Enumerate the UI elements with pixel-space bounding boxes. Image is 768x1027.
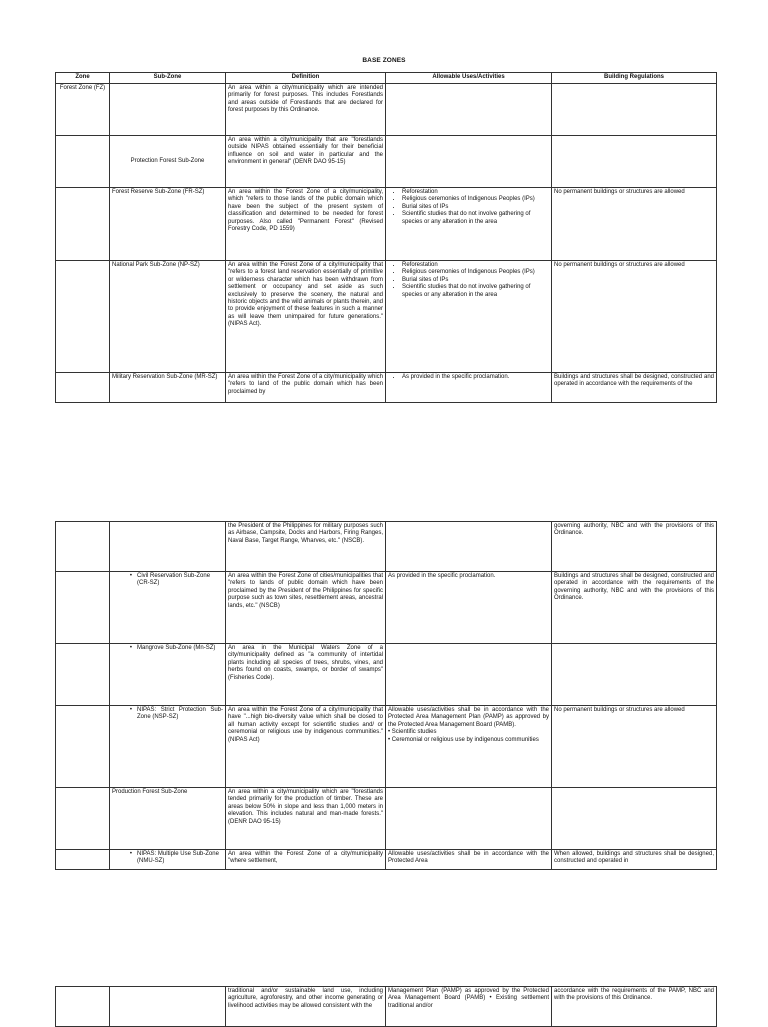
page-title: BASE ZONES [362, 57, 406, 64]
definition-cell: An area within the Forest Zone of a city/municipality, which "refers to those lands of the public domain which have been the subject of the present system of classification and determined to be needed for forest purposes. Also called "Permanent Forest" (Revised Forestry Code, PD 1559) [226, 188, 386, 261]
definition-cell: traditional and/or sustainable land use, including agriculture, agroforestry, and other income generating or livelihood activities may be allowed consistent with the [226, 987, 386, 1027]
definition-cell: An area within the Forest Zone of a city/municipality which "refers to land of the public domain which has been proclaimed by [226, 373, 386, 403]
zone-cell [56, 788, 110, 850]
zone-cell [56, 373, 110, 403]
list-item: • Religious ceremonies of Indigenous Peoples (IPs) [402, 269, 549, 276]
list-item: • Scientific studies [388, 729, 437, 736]
subzone-cell: National Park Sub-Zone (NP-SZ) [110, 261, 226, 373]
definition-cell: An area within the Forest Zone of a city/municipality "where settlement, [226, 850, 386, 870]
zone-cell [56, 987, 110, 1027]
header-allowable-uses: Allowable Uses/Activities [386, 73, 552, 84]
zone-cell [56, 136, 110, 188]
uses-cell [386, 373, 552, 403]
base-zones-table-page-1 [55, 72, 717, 403]
list-item: • Burial sites of IPs [402, 277, 549, 284]
subzone-cell: Military Reservation Sub-Zone (MR-SZ) [110, 373, 226, 403]
regulations-cell [552, 136, 717, 188]
zone-cell [56, 522, 110, 572]
uses-cell: Allowable uses/activities shall be in accordance with the Protected Area [386, 850, 552, 870]
table-row [56, 706, 717, 788]
definition-cell: An area within a city/municipality which are intended primarily for forest purposes. This includes Forestlands and areas outside of Forestlands that are declared for forest purposes by this Ordinance. [226, 84, 386, 136]
subzone-cell [110, 522, 226, 572]
uses-cell: As provided in the specific proclamation. [386, 572, 552, 644]
list-item: • Reforestation [402, 189, 549, 196]
regulations-cell: No permanent buildings or structures are allowed [552, 706, 717, 788]
uses-cell [386, 261, 552, 373]
subzone-cell: • NIPAS: Strict Protection Sub-Zone (NSP-SZ) [110, 706, 226, 788]
table-row [56, 84, 717, 136]
base-zones-table-page-2 [55, 521, 717, 870]
regulations-cell: Buildings and structures shall be designed, constructed and operated in accordance with the requirements of the [552, 373, 717, 403]
uses-cell [386, 522, 552, 572]
subzone-label: NIPAS: Multiple Use Sub-Zone (NMU-SZ) [137, 851, 219, 865]
table-row [56, 788, 717, 850]
subzone-cell [110, 987, 226, 1027]
header-sub-zone: Sub-Zone [110, 73, 226, 84]
zone-cell [56, 706, 110, 788]
list-item: • As provided in the specific proclamation. [402, 374, 549, 381]
definition-cell: An area within the Forest Zone of a city/municipality that "refers to a forest land reservation essentially of primitive or wilderness character which has been withdrawn from settlement or occupancy and set aside as such exclusively to preserve the scenery, the natural and historic objects and the wild animals or plants therein, and to provide enjoyment of these features in such a manner as will leave them unimpaired for future generations." (NIPAS Act). [226, 261, 386, 373]
zone-cell [56, 261, 110, 373]
regulations-cell [552, 644, 717, 706]
zone-cell: Forest Zone (FZ) [56, 84, 110, 136]
uses-intro: Allowable uses/activities shall be in accordance with the Protected Area Management Plan (PAMP) as approved by the Protected Area Management Board (PAMB). [388, 707, 549, 728]
table-row [56, 850, 717, 870]
uses-cell [386, 188, 552, 261]
regulations-cell: No permanent buildings or structures are allowed [552, 188, 717, 261]
zone-cell [56, 850, 110, 870]
table-header-row [56, 73, 717, 84]
definition-cell: An area in the Municipal Waters Zone of a city/municipality defined as "a community of intertidal plants including all species of trees, shrubs, vines, and herbs found on coasts, swamps, or border of swamps" (Fisheries Code). [226, 644, 386, 706]
uses-cell [386, 706, 552, 788]
subzone-cell: • Mangrove Sub-Zone (Mn-SZ) [110, 644, 226, 706]
definition-cell: An area within a city/municipality that are "forestlands outside NIPAS obtained essentially for their beneficial influence on soil and water in particular and the environment in general" (DENR DAO 95-15) [226, 136, 386, 188]
regulations-cell: accordance with the requirements of the PAMP, NBC and with the provisions of this Ordinance. [552, 987, 717, 1027]
definition-cell: the President of the Philippines for military purposes such as Airbase, Campsite, Docks and Harbors, Firing Ranges, Naval Base, Target Range, Wharves, etc." (NSCB). [226, 522, 386, 572]
subzone-label: Civil Reservation Sub-Zone (CR-SZ) [137, 573, 211, 587]
table-row [56, 373, 717, 403]
subzone-label: Mangrove Sub-Zone (Mn-SZ) [137, 645, 216, 651]
base-zones-table-page-3 [55, 986, 717, 1027]
zone-cell [56, 644, 110, 706]
regulations-cell [552, 788, 717, 850]
table-row [56, 644, 717, 706]
list-item: • Ceremonial or religious use by indigenous communities [388, 736, 539, 743]
table-row [56, 136, 717, 188]
subzone-cell: Production Forest Sub-Zone [110, 788, 226, 850]
table-row [56, 188, 717, 261]
list-item: • Scientific studies that do not involve gathering of species or any alteration in the area [402, 211, 549, 226]
subzone-cell: Protection Forest Sub-Zone [110, 136, 226, 188]
table-row [56, 987, 717, 1027]
uses-cell [386, 136, 552, 188]
table-row [56, 572, 717, 644]
subzone-cell [110, 84, 226, 136]
list-item: • Scientific studies that do not involve gathering of species or any alteration in the area [402, 284, 549, 299]
list-item: • Burial sites of IPs [402, 204, 549, 211]
definition-cell: An area within the Forest Zone of a city/municipality that have "...high bio-diversity value which shall be closed to all human activity except for scientific studies and/ or ceremonial or religious use by indigenous communities." (NIPAS Act) [226, 706, 386, 788]
uses-cell [386, 644, 552, 706]
subzone-cell: Forest Reserve Sub-Zone (FR-SZ) [110, 188, 226, 261]
uses-cell: Management Plan (PAMP) as approved by the Protected Area Management Board (PAMB) • Existing settlement traditional and/or [386, 987, 552, 1027]
zone-cell [56, 572, 110, 644]
regulations-cell [552, 84, 717, 136]
header-building-regulations: Building Regulations [552, 73, 717, 84]
list-item: • Reforestation [402, 262, 549, 269]
regulations-cell: When allowed, buildings and structures shall be designed, constructed and operated in [552, 850, 717, 870]
header-zone: Zone [56, 73, 110, 84]
zone-cell [56, 188, 110, 261]
table-row [56, 522, 717, 572]
regulations-cell: governing authority, NBC and with the provisions of this Ordinance. [552, 522, 717, 572]
definition-cell: An area within a city/municipality which are "forestlands tended primarily for the production of timber. These are areas below 50% in slope and less than 1,000 meters in elevation. This includes natural and man-made forests." (DENR DAO 95-15) [226, 788, 386, 850]
table-row [56, 261, 717, 373]
regulations-cell: No permanent buildings or structures are allowed [552, 261, 717, 373]
list-item: • Religious ceremonies of Indigenous Peoples (IPs) [402, 196, 549, 203]
subzone-cell: • Civil Reservation Sub-Zone (CR-SZ) [110, 572, 226, 644]
definition-cell: An area within the Forest Zone of cities/municipalities that "refers to lands of public domain which have been proclaimed by the President of the Philippines for specific purpose such as town sites, resettlement areas, ancestral lands, etc." (NSCB) [226, 572, 386, 644]
subzone-label: NIPAS: Strict Protection Sub-Zone (NSP-SZ) [137, 707, 223, 721]
regulations-cell: Buildings and structures shall be designed, constructed and operated in accordance with the requirements of the governing authority, NBC and with the provisions of this Ordinance. [552, 572, 717, 644]
uses-cell [386, 84, 552, 136]
header-definition: Definition [226, 73, 386, 84]
subzone-cell: • NIPAS: Multiple Use Sub-Zone (NMU-SZ) [110, 850, 226, 870]
uses-cell [386, 788, 552, 850]
